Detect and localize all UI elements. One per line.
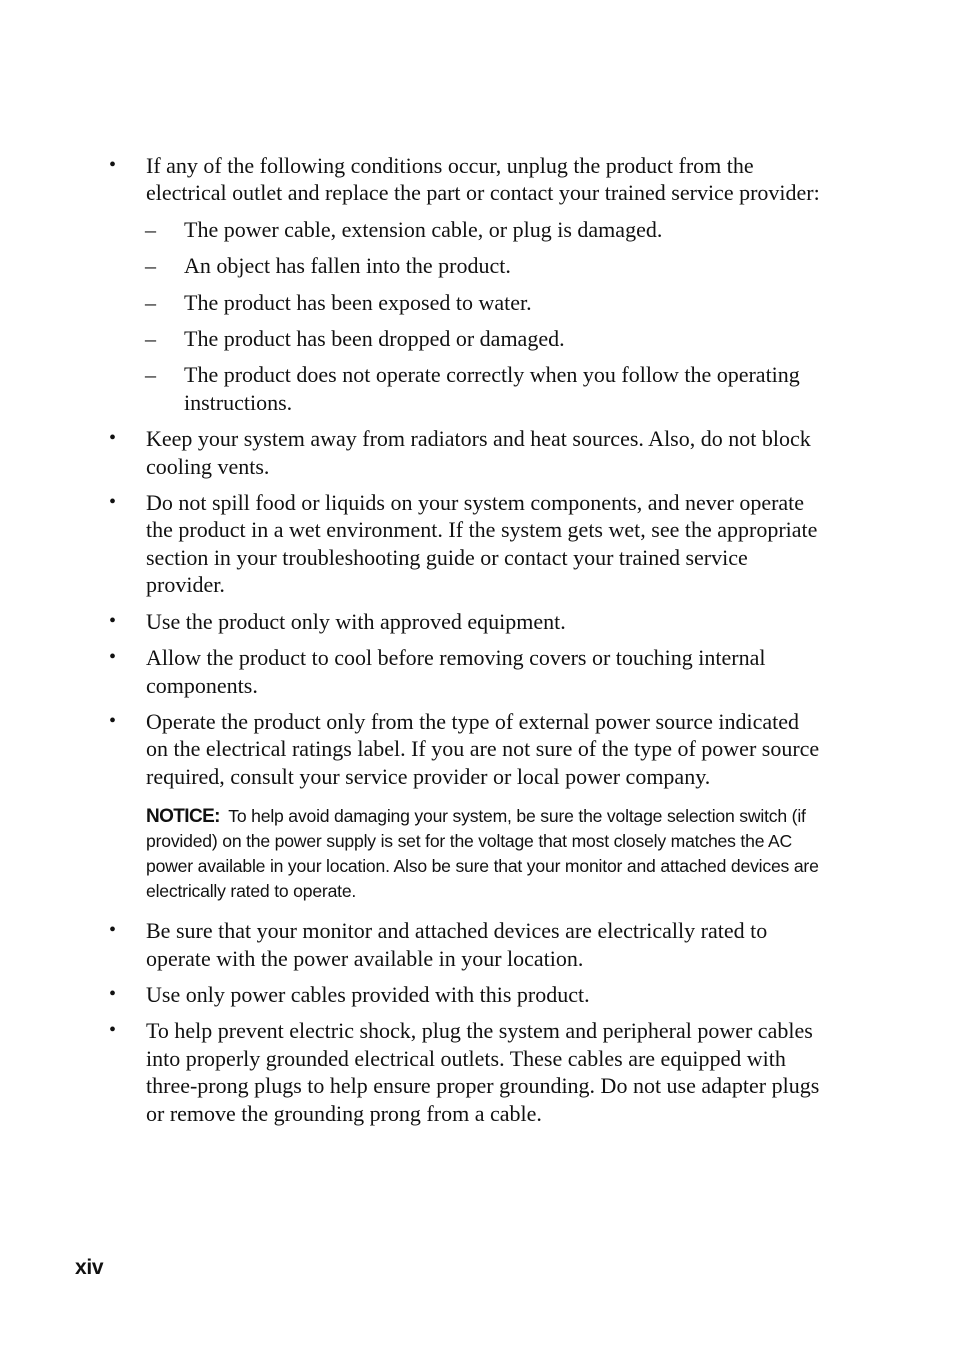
bullet-text: Keep your system away from radiators and heat sources. Also, do not block cooling vents.: [146, 426, 811, 479]
bullet-mark: •: [109, 491, 117, 514]
bullet-text: Operate the product only from the type of external power source indicated on the electrical ratings label. If you are not sure of the type of power source required, consult your service provider or local power company.: [146, 708, 820, 789]
bullet-mark: •: [109, 154, 117, 176]
bullet-mark: •: [109, 427, 117, 450]
bullet-text: Be sure that your monitor and attached devices are electrically rated to operate with the power available in your location.: [146, 918, 768, 971]
bullet-mark: •: [109, 919, 117, 942]
bullet-text: If any of the following conditions occur, unplug the product from the electrical outlet and replace the part or contact your trained service provider:: [146, 153, 820, 206]
sub-item: [145, 289, 822, 316]
bullet-text: Use the product only with approved equipment.: [146, 608, 566, 634]
sub-item-text: The product has been exposed to water.: [184, 289, 532, 315]
bullet-item: [109, 644, 822, 699]
bullet-item: [109, 708, 822, 790]
page-number: xiv: [75, 1256, 104, 1279]
notice-text: To help avoid damaging your system, be sure the voltage selection switch (if provided) on the power supply is set for the voltage that most closely matches the AC power available in your location. Also be sure that your monitor and attached devices are electrically rated to operate.: [146, 806, 819, 902]
bullet-item: [109, 917, 822, 972]
dash-mark: –: [145, 216, 156, 242]
sub-item: [145, 325, 822, 352]
bullet-text: Do not spill food or liquids on your system components, and never operate the product in a wet environment. If the system gets wet, see the appropriate section in your troubleshooting guide or contact your trained service provider.: [146, 490, 818, 598]
dash-mark: –: [145, 362, 156, 388]
bullet-mark: •: [109, 709, 117, 732]
sub-item: [145, 252, 822, 279]
sub-item: [145, 216, 822, 243]
bullet-mark: •: [109, 1019, 117, 1042]
bullet-item: [109, 489, 822, 599]
bullet-mark: •: [109, 646, 117, 669]
page-content: [0, 152, 954, 1136]
bullet-item: [109, 981, 822, 1008]
bullet-text: To help prevent electric shock, plug the system and peripheral power cables into properly grounded electrical outlets. These cables are equipped with three-prong plugs to help ensure proper grounding. Do not use adapter plugs or remove the grounding prong from a cable.: [146, 1018, 820, 1126]
dash-mark: –: [145, 289, 156, 315]
bullet-item: [109, 425, 822, 480]
sub-item: [145, 361, 822, 416]
bullet-item: [109, 152, 822, 416]
dash-mark: –: [145, 253, 156, 279]
dash-mark: –: [145, 326, 156, 352]
sub-list: [146, 216, 822, 416]
sub-item-text: An object has fallen into the product.: [184, 253, 511, 279]
sub-item-text: The product does not operate correctly when you follow the operating instructions.: [184, 362, 800, 415]
bullet-item: [109, 608, 822, 635]
notice-box: [146, 804, 826, 904]
bullet-mark: •: [109, 609, 117, 632]
bullet-text: Allow the product to cool before removing covers or touching internal components.: [146, 645, 766, 698]
sub-item-text: The power cable, extension cable, or plug is damaged.: [184, 216, 663, 242]
bullet-text: Use only power cables provided with this product.: [146, 981, 590, 1007]
bullet-mark: •: [109, 982, 117, 1005]
sub-item-text: The product has been dropped or damaged.: [184, 326, 565, 352]
notice-label: NOTICE:: [146, 806, 220, 828]
bullet-item: [109, 1017, 822, 1127]
